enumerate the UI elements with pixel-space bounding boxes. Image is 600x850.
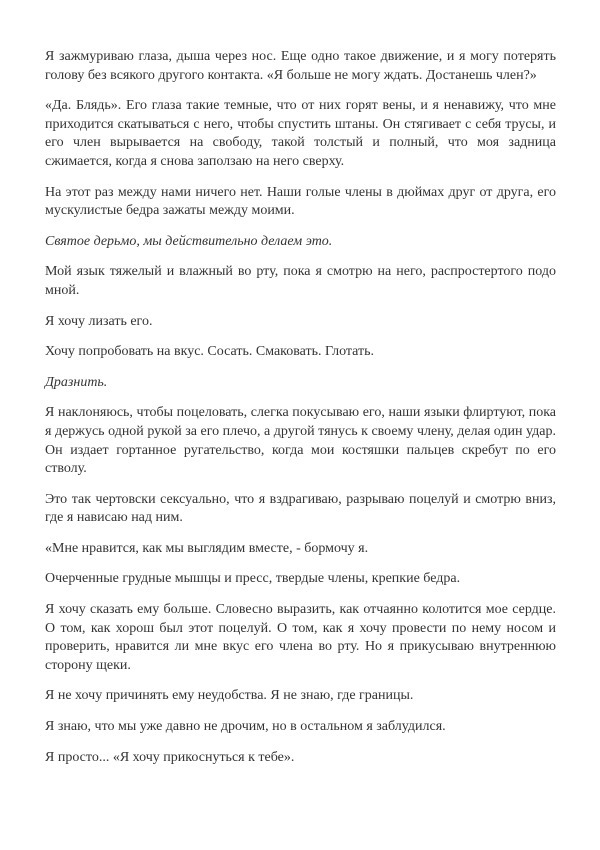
- paragraph: Я зажмуриваю глаза, дыша через нос. Еще одно такое движение, и я могу потерять голову без всякого другого контакта. «Я больше не могу ждать. Достанешь член?»: [45, 49, 556, 83]
- paragraph: Я хочу сказать ему больше. Словесно выразить, как отчаянно колотится мое сердце. О том, как хорош был этот поцелуй. О том, как я хочу провести по нему носом и проверить, нравится ли мне вкус его члена во рту. Но я прикусываю внутреннюю сторону щеки.: [45, 602, 556, 673]
- paragraph: «Да. Блядь». Его глаза такие темные, что от них горят вены, и я ненавижу, что мне приходится скатываться с него, чтобы спустить штаны. Он стягивает с себя трусы, и его член вырывается на свободу, такой толстый и полный, что моя задница сжимается, когда я снова заползаю на него сверху.: [45, 98, 556, 169]
- paragraph: На этот раз между нами ничего нет. Наши голые члены в дюймах друг от друга, его мускулистые бедра зажаты между моими.: [45, 184, 556, 219]
- paragraph: Я знаю, что мы уже давно не дрочим, но в остальном я заблудился.: [45, 719, 446, 735]
- paragraph: Я наклоняюсь, чтобы поцеловать, слегка покусываю его, наши языки флиртуют, пока я держусь одной рукой за его плечо, а другой тянусь к своему члену, делая один удар. Он издает гортанное ругательство, когда мои костяшки пальцев скребут по его стволу.: [45, 405, 556, 477]
- paragraph: Я хочу лизать его.: [45, 313, 153, 329]
- paragraph: Мой язык тяжелый и влажный во рту, пока я смотрю на него, распростертого подо мной.: [45, 264, 556, 298]
- paragraph: Я просто... «Я хочу прикоснуться к тебе».: [45, 749, 295, 765]
- paragraph: Очерченные грудные мышцы и пресс, твердые члены, крепкие бедра.: [45, 571, 461, 587]
- paragraph: Это так чертовски сексуально, что я вздрагиваю, разрываю поцелуй и смотрю вниз, где я нависаю над ним.: [45, 491, 556, 526]
- paragraph: Я не хочу причинять ему неудобства. Я не знаю, где границы.: [45, 688, 414, 704]
- paragraph: Святое дерьмо, мы действительно делаем это.: [45, 233, 333, 249]
- paragraph: Дразнить.: [45, 374, 108, 390]
- paragraph: «Мне нравится, как мы выглядим вместе, - бормочу я.: [45, 540, 369, 556]
- text-block: [45, 48, 556, 779]
- paragraph: Хочу попробовать на вкус. Сосать. Смаковать. Глотать.: [45, 344, 375, 360]
